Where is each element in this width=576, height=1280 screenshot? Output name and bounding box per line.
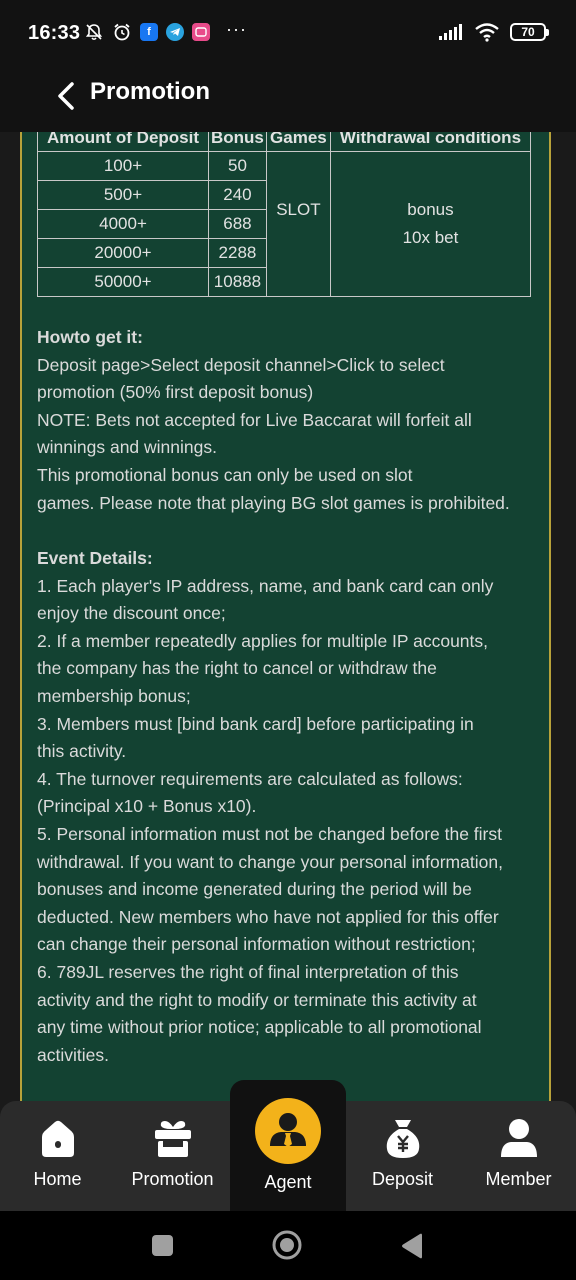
status-time: 16:33: [28, 22, 81, 44]
event-line: 1. Each player's IP address, name, and bank card can only: [37, 575, 494, 596]
wifi-icon: [474, 22, 500, 42]
more-notifications: ···: [226, 18, 247, 39]
system-nav-bar: [0, 1211, 576, 1280]
bonus-cell: 2288: [209, 239, 267, 268]
amount-cell: 50000+: [38, 268, 209, 297]
column-header-games: Games: [266, 132, 330, 152]
event-line: deducted. New members who have not applied for this offer: [37, 906, 499, 927]
status-bar: [0, 0, 576, 58]
howto-line: Deposit page>Select deposit channel>Click to select: [37, 354, 445, 375]
event-line: this activity.: [37, 741, 127, 762]
signal-icon: [438, 23, 464, 41]
chevron-left-icon[interactable]: [48, 76, 88, 116]
back-triangle-icon[interactable]: [401, 1233, 423, 1259]
event-line: the company has the right to cancel or withdraw the: [37, 658, 437, 679]
nav-member[interactable]: [461, 1101, 576, 1211]
amount-cell: 100+: [38, 152, 209, 181]
status-system: [438, 22, 546, 42]
howto-line: promotion (50% first deposit bonus): [37, 382, 314, 403]
event-line: 3. Members must [bind bank card] before participating in: [37, 713, 474, 734]
muted-bell-icon: [84, 22, 104, 42]
user-icon: [497, 1117, 541, 1161]
event-line: enjoy the discount once;: [37, 603, 226, 624]
games-value: SLOT: [276, 200, 321, 219]
howto-line: games. Please note that playing BG slot games is prohibited.: [37, 492, 510, 513]
app-icon: [192, 23, 210, 41]
status-notifications: [84, 18, 247, 42]
amount-cell: 20000+: [38, 239, 209, 268]
howto-line: NOTE: Bets not accepted for Live Baccarat will forfeit all: [37, 409, 472, 430]
table-row: [38, 152, 531, 181]
event-line: can change their personal information without restriction;: [37, 934, 476, 955]
event-line: activities.: [37, 1044, 109, 1065]
agent-person-icon: [255, 1098, 321, 1164]
page-title: Promotion: [90, 78, 210, 105]
event-line: (Principal x10 + Bonus x10).: [37, 796, 257, 817]
battery-level: 70: [521, 25, 535, 39]
event-line: withdrawal. If you want to change your personal information,: [37, 851, 503, 872]
nav-promotion-label: Promotion: [131, 1169, 214, 1189]
table-header-row: [38, 132, 531, 152]
event-line: bonuses and income generated during the period will be: [37, 879, 472, 900]
event-details-section: [37, 545, 542, 1069]
event-heading: Event Details:: [37, 548, 153, 568]
column-header-amount: Amount of Deposit: [38, 132, 209, 152]
howto-heading: Howto get it:: [37, 327, 143, 347]
nav-deposit-label: Deposit: [371, 1169, 434, 1189]
withdrawal-line-1: bonus: [407, 200, 454, 219]
nav-home-label: Home: [33, 1169, 82, 1189]
event-line: 5. Personal information must not be changed before the first: [37, 823, 502, 844]
event-line: activity and the right to modify or terminate this activity at: [37, 989, 477, 1010]
nav-promotion[interactable]: [115, 1101, 230, 1211]
nav-agent-label: Agent: [264, 1172, 312, 1192]
nav-member-label: Member: [485, 1169, 552, 1189]
nav-deposit[interactable]: [345, 1101, 460, 1211]
battery-icon: [510, 23, 546, 41]
home-icon: [36, 1117, 80, 1161]
amount-cell: 500+: [38, 181, 209, 210]
gift-icon: [151, 1117, 195, 1161]
bonus-cell: 240: [209, 181, 267, 210]
money-bag-icon: [381, 1117, 425, 1161]
recents-icon[interactable]: [151, 1234, 174, 1257]
app-header: [0, 58, 576, 132]
withdrawal-line-2: 10x bet: [402, 228, 459, 247]
event-line: membership bonus;: [37, 685, 191, 706]
alarm-icon: [112, 22, 132, 42]
howto-line: winnings and winnings.: [37, 437, 217, 458]
howto-line: This promotional bonus can only be used on slot: [37, 464, 413, 485]
event-line: 4. The turnover requirements are calculated as follows:: [37, 768, 463, 789]
event-line: 2. If a member repeatedly applies for multiple IP accounts,: [37, 630, 489, 651]
withdrawal-cell: [330, 152, 530, 297]
bonus-cell: 50: [209, 152, 267, 181]
promotion-content[interactable]: [20, 132, 551, 1112]
home-circle-icon[interactable]: [271, 1229, 303, 1261]
event-line: any time without prior notice; applicable to all promotional: [37, 1017, 482, 1038]
facebook-icon: f: [140, 23, 158, 41]
bonus-cell: 10888: [209, 268, 267, 297]
column-header-bonus: Bonus: [209, 132, 267, 152]
howto-section: [37, 324, 542, 517]
nav-agent[interactable]: [230, 1080, 346, 1211]
column-header-withdrawal: Withdrawal conditions: [330, 132, 530, 152]
nav-home[interactable]: [0, 1101, 115, 1211]
event-line: 6. 789JL reserves the right of final interpretation of this: [37, 961, 459, 982]
games-cell: [266, 152, 330, 297]
agent-icon: [255, 1098, 321, 1164]
deposit-bonus-table: [37, 132, 531, 297]
bonus-cell: 688: [209, 210, 267, 239]
amount-cell: 4000+: [38, 210, 209, 239]
telegram-icon: [166, 23, 184, 41]
